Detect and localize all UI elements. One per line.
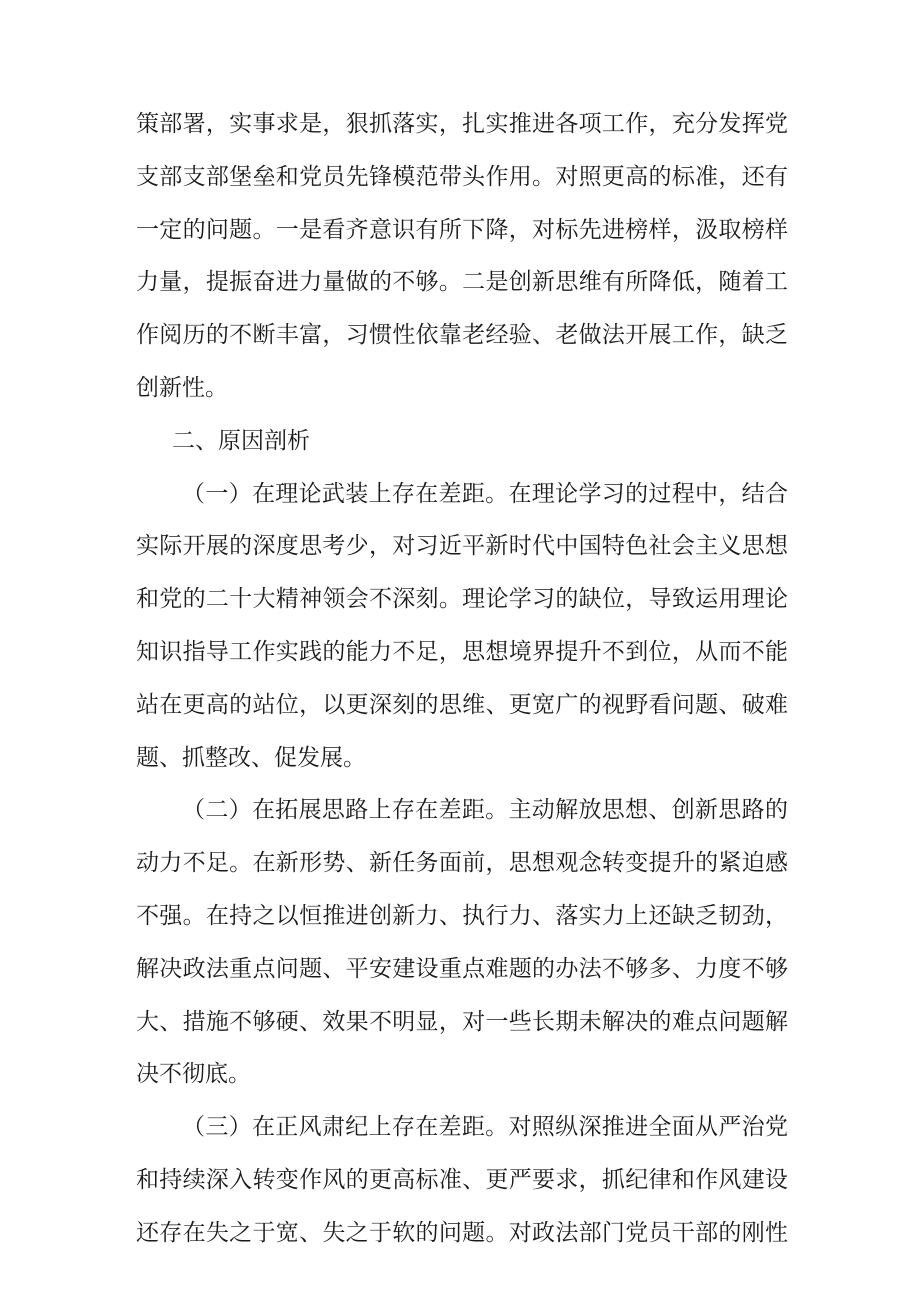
- text-line: 策部署，实事求是，狠抓落实，扎实推进各项工作，充分发挥党: [136, 111, 788, 137]
- paragraph-intro-continued: [136, 98, 788, 415]
- text-line: 创新性。: [136, 374, 228, 401]
- text-line: 和党的二十大精神领会不深刻。理论学习的缺位，导致运用理论: [136, 586, 788, 613]
- text-line: 实际开展的深度思考少，对习近平新时代中国特色社会主义思想: [136, 533, 788, 560]
- section-heading-text: 二、原因剖析: [172, 427, 310, 454]
- text-line: 动力不足。在新形势、新任务面前，思想观念转变提升的紧迫感: [136, 850, 788, 877]
- text-line: 还存在失之于宽、失之于软的问题。对政法部门党员干部的刚性: [136, 1219, 788, 1246]
- text-line: 和持续深入转变作风的更高标准、更严要求，抓纪律和作风建设: [136, 1166, 788, 1193]
- text-line: 支部支部堡垒和党员先锋模范带头作用。对照更高的标准，还有: [136, 163, 788, 190]
- text-line: 题、抓整改、促发展。: [136, 744, 366, 771]
- document-body: [136, 98, 788, 1260]
- text-line: 解决政法重点问题、平安建设重点难题的办法不够多、力度不够: [136, 955, 788, 982]
- text-line: （一）在理论武装上存在差距。在理论学习的过程中，结合: [182, 480, 788, 507]
- text-line: 知识指导工作实践的能力不足，思想境界提升不到位，从而不能: [136, 638, 788, 665]
- text-line: （二）在拓展思路上存在差距。主动解放思想、创新思路的: [182, 797, 788, 824]
- text-line: 力量，提振奋进力量做的不够。二是创新思维有所降低，随着工: [136, 269, 788, 296]
- paragraph-theory: [136, 468, 788, 785]
- text-line: （三）在正风肃纪上存在差距。对照纵深推进全面从严治党: [182, 1114, 788, 1141]
- text-line: 一定的问题。一是看齐意识有所下降，对标先进榜样，汲取榜样: [136, 216, 788, 243]
- paragraph-discipline: [136, 1101, 788, 1259]
- text-line: 作阅历的不断丰富，习惯性依靠老经验、老做法开展工作，缺乏: [136, 322, 788, 349]
- text-line: 大、措施不够硬、效果不明显，对一些长期未解决的难点问题解: [136, 1008, 788, 1035]
- text-line: 决不彻底。: [136, 1061, 251, 1088]
- section-heading: [136, 415, 788, 468]
- text-line: 站在更高的站位，以更深刻的思维、更宽广的视野看问题、破难: [136, 691, 788, 718]
- text-line: 不强。在持之以恒推进创新力、执行力、落实力上还缺乏韧劲，: [136, 902, 788, 929]
- paragraph-thinking: [136, 784, 788, 1101]
